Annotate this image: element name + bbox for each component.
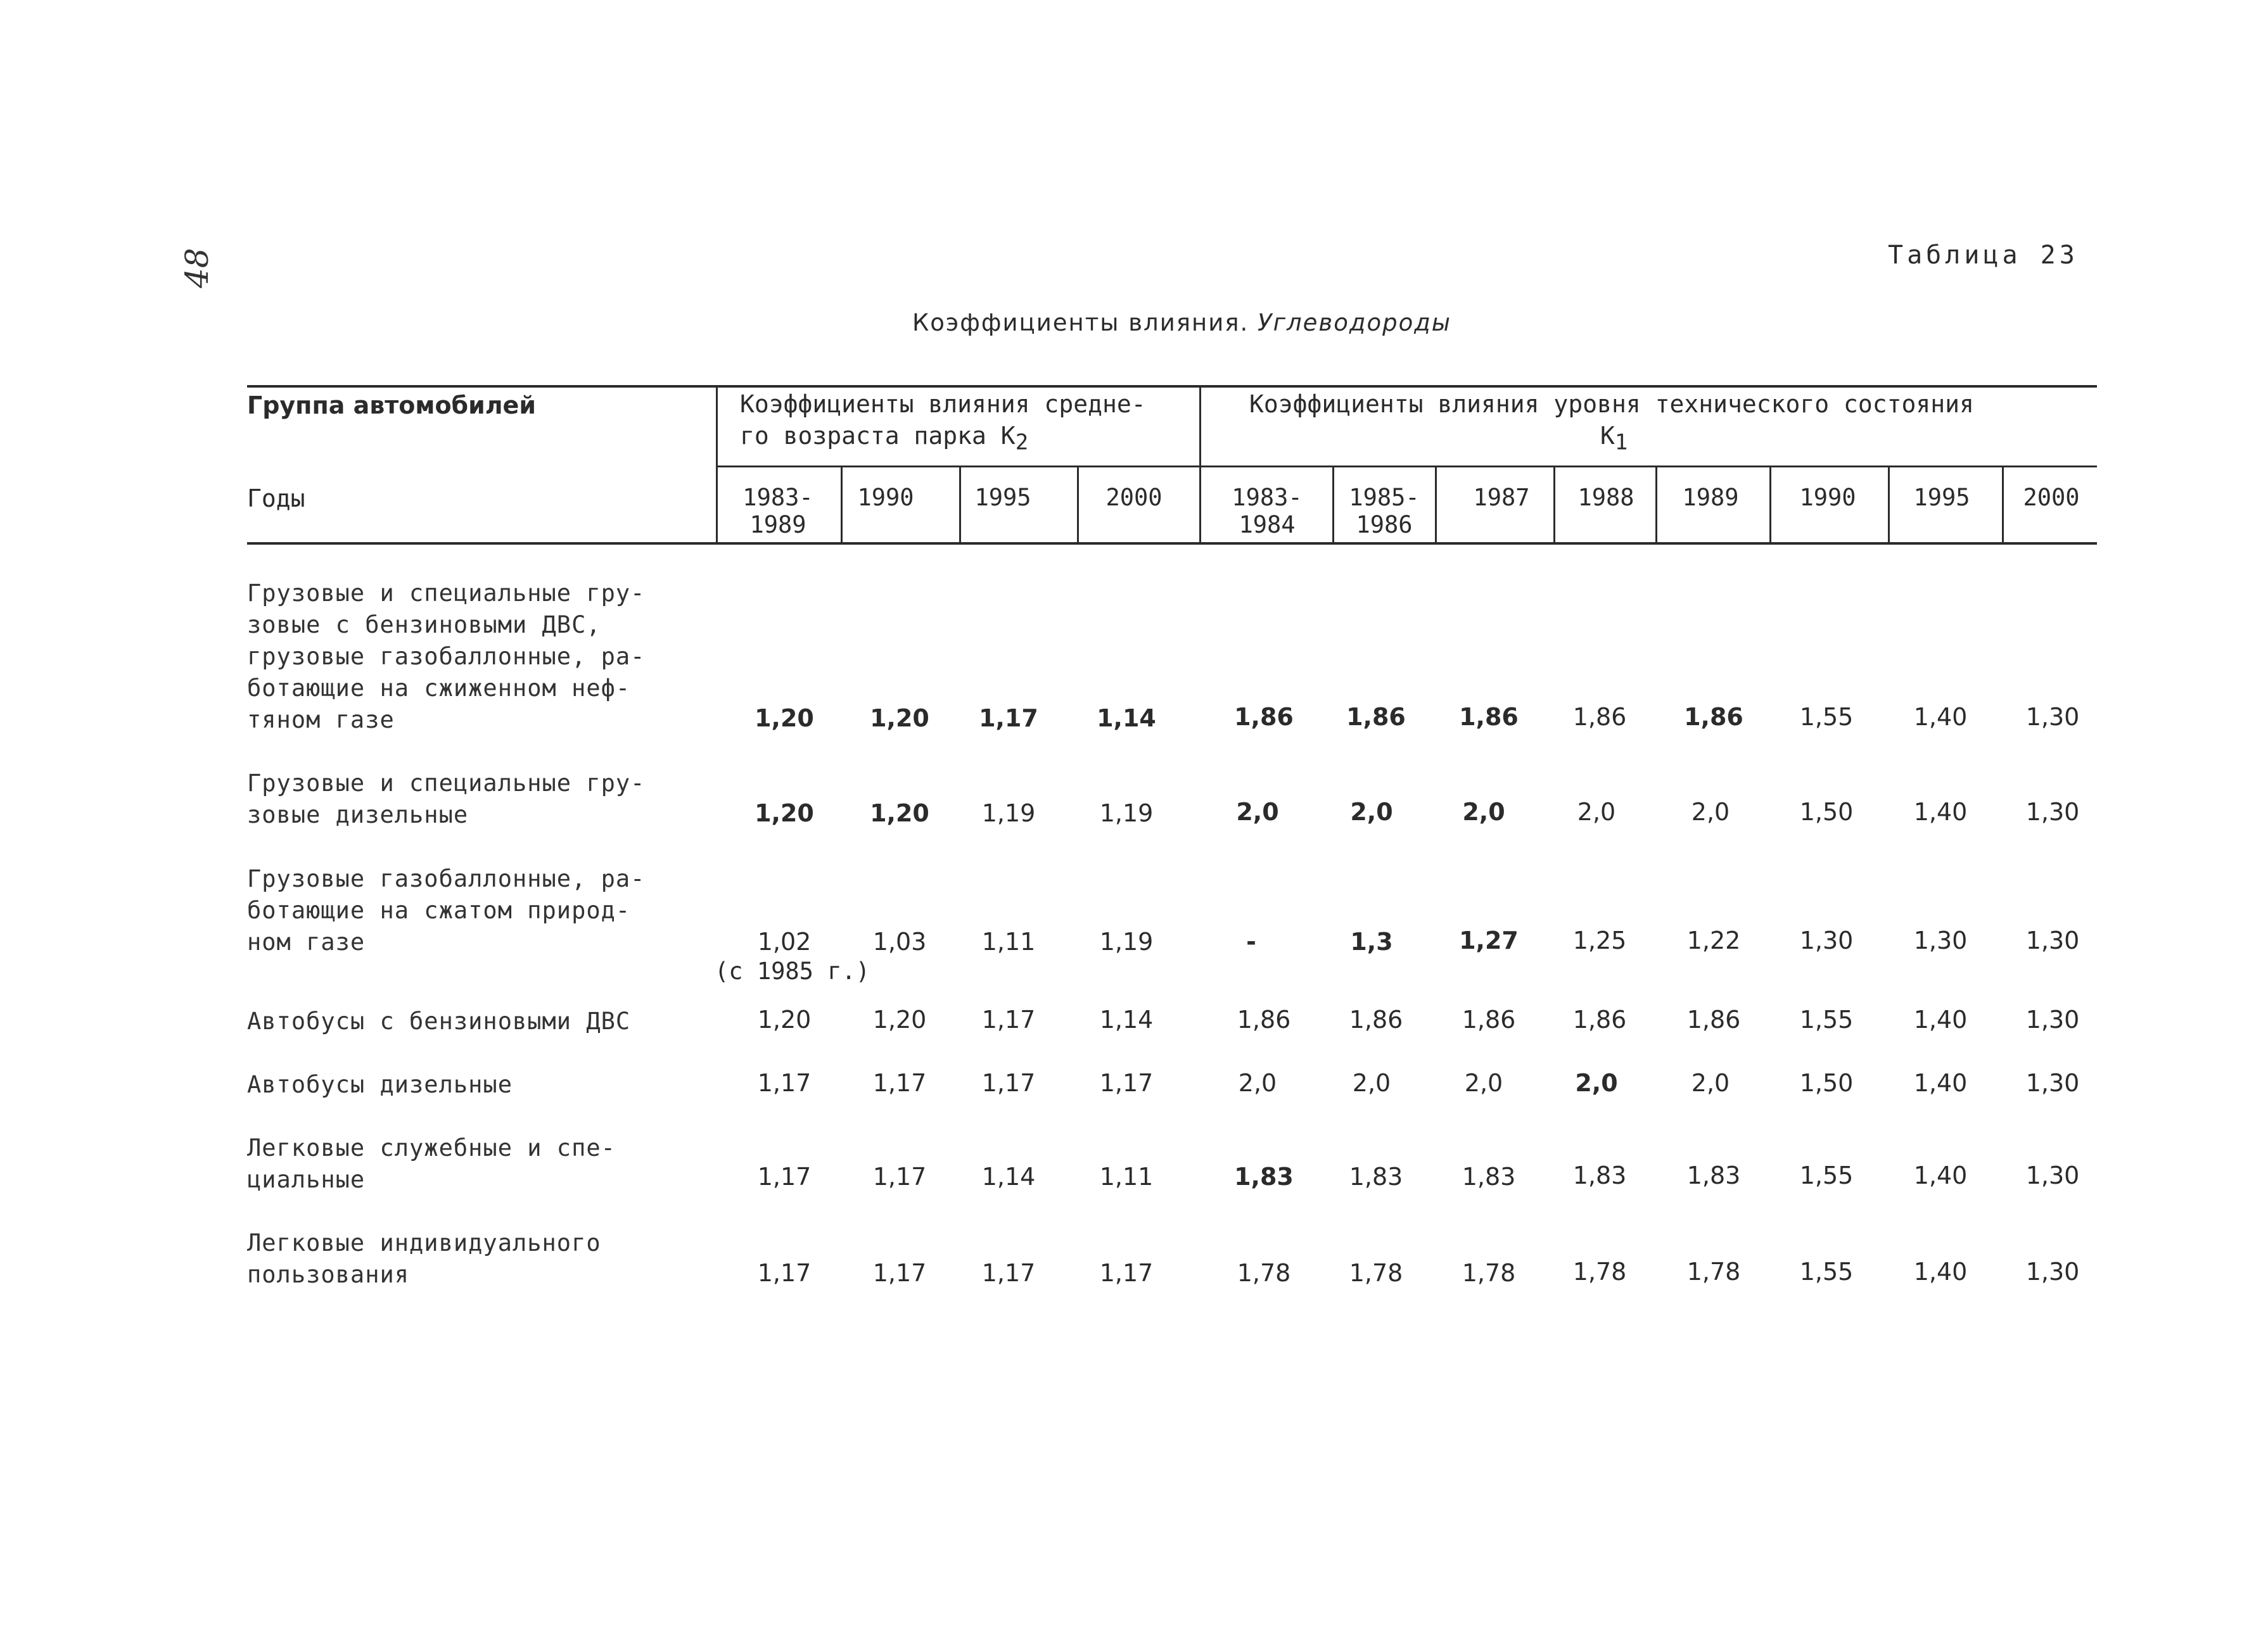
cell-value: 1,17 <box>757 1069 812 1097</box>
cell-value: 1,40 <box>1913 1069 1968 1097</box>
cell-value: 1,14 <box>1097 704 1156 732</box>
row-label: Легковые служебные и спе- циальные <box>247 1134 616 1193</box>
top-rule <box>247 385 2097 388</box>
cell-value: 1,55 <box>1799 1162 1854 1189</box>
table-title-sub: Углеводороды <box>1258 309 1452 336</box>
cell-value: 1,03 <box>872 928 927 956</box>
header-k2-line1: Коэффициенты влияния средне- <box>740 390 1146 418</box>
cell-value: 1,19 <box>1099 799 1154 827</box>
cell-value: 1,22 <box>1686 927 1741 954</box>
header-k2-sub: 2 <box>1015 429 1029 455</box>
row-label: Легковые индивидуального пользования <box>247 1229 601 1288</box>
header-k1-text: К <box>1600 422 1615 450</box>
cell-value: 1,40 <box>1913 1258 1968 1286</box>
row-label: Автобусы дизельные <box>247 1071 513 1098</box>
cell-value: 1,86 <box>1572 703 1627 731</box>
cell-value: 1,55 <box>1799 703 1854 731</box>
cell-value: 1,27 <box>1459 927 1519 954</box>
cell-value: 1,83 <box>1234 1163 1294 1191</box>
year-col: 1995 <box>1913 484 1970 511</box>
cell-value: 1,40 <box>1913 703 1968 731</box>
cell-value: 1,17 <box>1099 1259 1154 1287</box>
header-k1-line1: Коэффициенты влияния уровня технического состояния <box>1249 390 1974 418</box>
cell-value: 2,0 <box>1462 798 1505 826</box>
cell-value: 1,83 <box>1686 1162 1741 1189</box>
cell-value: 1,17 <box>872 1259 927 1287</box>
header-group: Группа автомобилей <box>247 391 536 419</box>
col-divider <box>1769 466 1771 545</box>
header-bottom-rule <box>247 542 2097 545</box>
cell-value: 1,86 <box>1684 703 1743 731</box>
col-divider <box>2002 466 2004 545</box>
col-divider-group <box>716 385 718 545</box>
cell-value: 1,86 <box>1346 703 1406 731</box>
cell-value: 1,19 <box>981 799 1036 827</box>
col-divider <box>841 466 843 545</box>
cell-value: 1,3 <box>1350 928 1393 956</box>
cell-value: 1,14 <box>981 1163 1036 1191</box>
year-col: 1989 <box>1682 484 1739 511</box>
cell-value: 1,30 <box>2025 1258 2080 1286</box>
col-divider-k <box>1199 385 1201 545</box>
year-col: 1983- 1989 <box>742 484 813 538</box>
cell-value: 1,17 <box>981 1069 1036 1097</box>
cell-value: 1,14 <box>1099 1006 1154 1034</box>
cell-value: 1,19 <box>1099 928 1154 956</box>
header-k1-sub: 1 <box>1614 429 1628 455</box>
cell-value: 1,83 <box>1572 1162 1627 1189</box>
cell-value: 2,0 <box>1691 1069 1730 1097</box>
col-divider <box>1077 466 1079 545</box>
cell-value: 1,20 <box>755 704 814 732</box>
cell-value: 1,40 <box>1913 798 1968 826</box>
cell-value: 1,20 <box>755 799 814 827</box>
year-col: 1983- 1984 <box>1232 484 1303 538</box>
header-years: Годы <box>247 484 305 512</box>
table-title-main: Коэффициенты влияния. <box>912 309 1249 336</box>
cell-value: 1,78 <box>1349 1259 1403 1287</box>
cell-value: 1,11 <box>981 928 1036 956</box>
cell-value: 1,50 <box>1799 1069 1854 1097</box>
cell-value: 1,17 <box>981 1006 1036 1034</box>
cell-value: 1,50 <box>1799 798 1854 826</box>
col-divider <box>1435 466 1437 545</box>
cell-value: 2,0 <box>1238 1069 1277 1097</box>
year-col: 1988 <box>1577 484 1634 511</box>
cell-value: 1,30 <box>2025 1069 2080 1097</box>
header-k2-text: го возраста парка К <box>740 422 1016 450</box>
year-col: 1985- 1986 <box>1349 484 1420 538</box>
page-number: 48 <box>179 248 215 288</box>
cell-value: 1,40 <box>1913 1006 1968 1034</box>
header-k2-line2 <box>740 422 1028 455</box>
cell-value: 1,30 <box>2025 1006 2080 1034</box>
year-col: 1995 <box>974 484 1031 511</box>
cell-value: 2,0 <box>1691 798 1730 826</box>
cell-value: 1,20 <box>872 1006 927 1034</box>
cell-value: 1,30 <box>1799 927 1854 954</box>
cell-value: 1,86 <box>1459 703 1519 731</box>
cell-value: 1,78 <box>1237 1259 1291 1287</box>
cell-value: 1,30 <box>1913 927 1968 954</box>
cell-value: 1,17 <box>981 1259 1036 1287</box>
cell-value: 1,30 <box>2025 798 2080 826</box>
col-divider <box>1888 466 1890 545</box>
header-mid-rule <box>716 466 2097 467</box>
cell-value: 1,30 <box>2025 927 2080 954</box>
cell-value: 1,17 <box>979 704 1038 732</box>
header-k1-line2 <box>1600 422 1628 455</box>
cell-value: 1,17 <box>872 1069 927 1097</box>
col-divider <box>959 466 961 545</box>
cell-value: 2,0 <box>1577 798 1616 826</box>
table-title <box>912 309 1451 336</box>
row-label: Грузовые и специальные гру- зовые с бензиновыми ДВС, грузовые газобаллонные, ра- ботающие на сжиженном неф- тяном газе <box>247 580 646 733</box>
cell-value: 1,83 <box>1462 1163 1516 1191</box>
cell-value: 2,0 <box>1575 1069 1618 1097</box>
year-col: 2000 <box>1105 484 1163 511</box>
cell-value: 1,55 <box>1799 1006 1854 1034</box>
cell-value: 1,17 <box>757 1163 812 1191</box>
cell-value: 1,20 <box>870 799 929 827</box>
row-label: Грузовые и специальные гру- зовые дизельные <box>247 770 646 828</box>
cell-value: - <box>1246 928 1256 956</box>
cell-value: 2,0 <box>1464 1069 1503 1097</box>
cell-value: 1,17 <box>757 1259 812 1287</box>
table-label: Таблица 23 <box>1888 241 2079 270</box>
cell-value: 1,86 <box>1349 1006 1403 1034</box>
row-label: Автобусы с бензиновыми ДВС <box>247 1008 631 1035</box>
cell-value: 2,0 <box>1236 798 1279 826</box>
cell-value: 1,86 <box>1237 1006 1291 1034</box>
cell-value: 1,20 <box>870 704 929 732</box>
year-col: 2000 <box>2023 484 2080 511</box>
cell-value: 1,30 <box>2025 703 2080 731</box>
cell-value: 1,55 <box>1799 1258 1854 1286</box>
cell-value: 1,40 <box>1913 1162 1968 1189</box>
year-col: 1990 <box>1799 484 1856 511</box>
cell-value: 2,0 <box>1350 798 1393 826</box>
row-label: Грузовые газобаллонные, ра- ботающие на сжатом природ- ном газе <box>247 865 646 956</box>
cell-value: 1,78 <box>1686 1258 1741 1286</box>
cell-value: 1,11 <box>1099 1163 1154 1191</box>
col-divider <box>1655 466 1657 545</box>
col-divider <box>1332 466 1334 545</box>
cell-value: 1,86 <box>1234 703 1294 731</box>
year-col: 1987 <box>1473 484 1530 511</box>
year-col: 1990 <box>857 484 914 511</box>
cell-value: 1,78 <box>1462 1259 1516 1287</box>
cell-value: 1,78 <box>1572 1258 1627 1286</box>
cell-value: 1,02 <box>757 928 812 956</box>
cell-value: 1,25 <box>1572 927 1627 954</box>
cell-value: 1,86 <box>1686 1006 1741 1034</box>
cell-value: 1,86 <box>1462 1006 1516 1034</box>
row-note: (с 1985 г.) <box>715 958 870 985</box>
cell-value: 1,30 <box>2025 1162 2080 1189</box>
cell-value: 1,20 <box>757 1006 812 1034</box>
cell-value: 1,83 <box>1349 1163 1403 1191</box>
cell-value: 1,86 <box>1572 1006 1627 1034</box>
cell-value: 1,17 <box>872 1163 927 1191</box>
cell-value: 2,0 <box>1352 1069 1391 1097</box>
col-divider <box>1553 466 1555 545</box>
cell-value: 1,17 <box>1099 1069 1154 1097</box>
